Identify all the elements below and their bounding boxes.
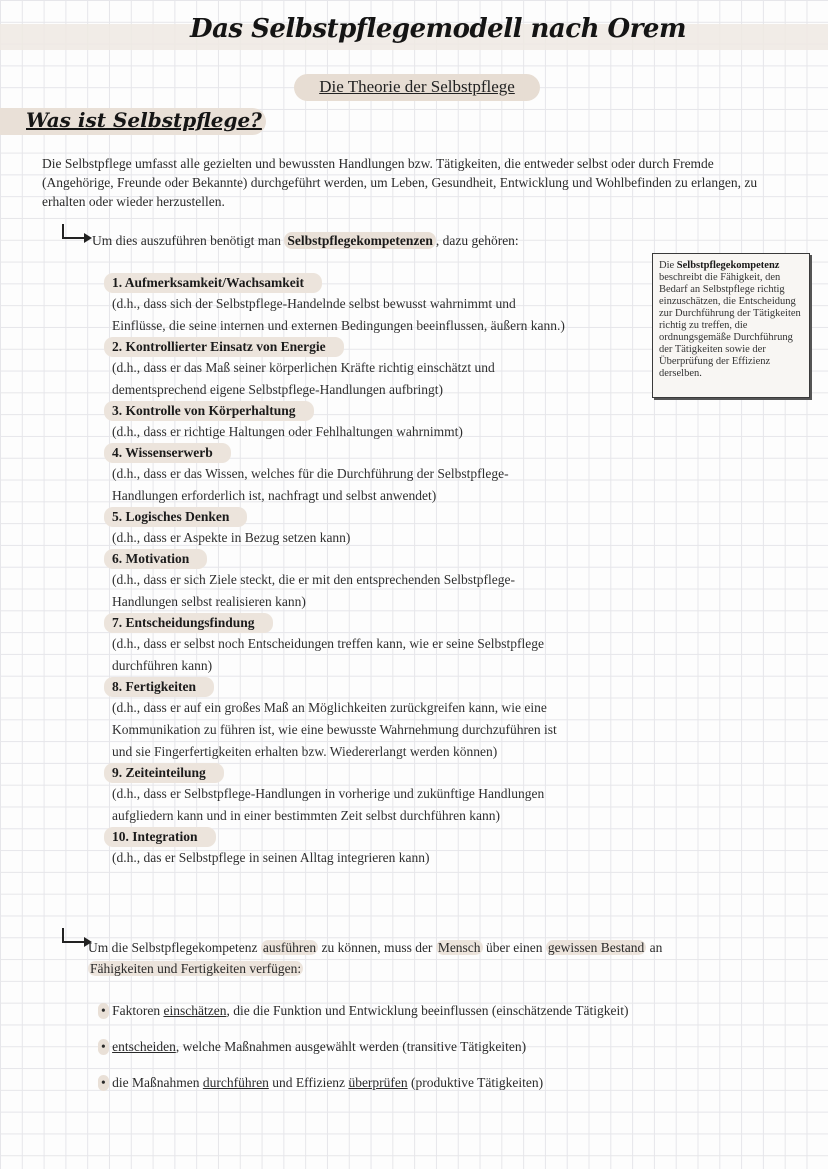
item-title: 5. Logisches Denken — [104, 507, 247, 527]
list-item — [112, 677, 652, 763]
abilities-lead — [88, 937, 748, 979]
bullet-text: Faktoren — [108, 1003, 164, 1018]
list-item — [112, 763, 652, 827]
bullet-keyword: einschätzen — [163, 1003, 227, 1018]
item-title: 3. Kontrolle von Körperhaltung — [104, 401, 314, 421]
item-description: (d.h., dass er sich Ziele steckt, die er mit den entsprechenden Selbstpflege- Handlungen selbst realisieren kann) — [112, 572, 515, 609]
activity-list — [98, 1003, 738, 1111]
bullet-icon: • — [98, 1039, 109, 1055]
intro-paragraph: Die Selbstpflege umfasst alle gezielten und bewussten Handlungen bzw. Tätigkeiten, die entweder selbst oder durch Fremde (Angehörige, Freunde oder Bekannte) durchgeführt werden, um Leben, Gesundheit, Entwicklung und Wohlbefinden zu erlangen, zu erhalten oder wieder herzustellen. — [42, 156, 758, 209]
list-item — [112, 337, 652, 401]
definition-text: beschreibt die Fähigkeit, den Bedarf an Selbstpflege richtig einzuschätzen, die Entscheidung zur Durchführung der Tätigkeiten richtig zu treffen, die ordnungsgemäße Durchführung der Tätigkeiten sowie der Überprüfung der Effizienz derselben. — [659, 272, 801, 379]
list-item — [112, 443, 652, 507]
abilities-text: zu können, muss der — [318, 940, 436, 955]
item-description: (d.h., dass er Aspekte in Bezug setzen kann) — [112, 530, 351, 545]
item-title: 2. Kontrollierter Einsatz von Energie — [104, 337, 344, 357]
bullet-text: , welche Maßnahmen ausgewählt werden (transitive Tätigkeiten) — [175, 1039, 527, 1054]
abilities-highlight: Mensch — [437, 940, 481, 955]
item-title: 1. Aufmerksamkeit/Wachsamkeit — [104, 273, 322, 293]
competency-list — [112, 273, 652, 869]
abilities-highlight: Fähigkeiten und Fertigkeiten verfügen: — [90, 961, 302, 976]
item-description: (d.h., dass er auf ein großes Maß an Möglichkeiten zurückgreifen kann, wie eine Kommunikation zu führen ist, wie eine bewusste Wahrnehmung durchzuführen ist und sie Fingerfertigkeiten erhalten bzw. Wiedererlangt werden können) — [112, 700, 557, 759]
list-item — [112, 613, 652, 677]
list-item — [98, 1039, 738, 1075]
section-heading: Was ist Selbstpflege? — [26, 108, 262, 132]
item-description: (d.h., dass sich der Selbstpflege-Handelnde selbst bewusst wahrnimmt und Einflüsse, die seine internen und externen Bedingungen beeinflussen, äußern kann.) — [112, 296, 565, 333]
arrow-right-icon — [62, 224, 92, 240]
bullet-keyword: durchführen — [202, 1075, 269, 1090]
bullet-text: (produktive Tätigkeiten) — [407, 1075, 544, 1090]
abilities-highlight: ausführen — [262, 940, 317, 955]
list-item — [112, 549, 652, 613]
bullet-text: , die die Funktion und Entwicklung beeinflussen (einschätzende Tätigkeit) — [226, 1003, 629, 1018]
definition-prefix: Die — [659, 260, 677, 271]
list-item — [112, 401, 652, 443]
list-item — [98, 1075, 738, 1111]
item-description: (d.h., dass er das Wissen, welches für die Durchführung der Selbstpflege- Handlungen erforderlich ist, nachfragt und selbst anwendet) — [112, 466, 509, 503]
item-description: (d.h., dass er Selbstpflege-Handlungen in vorherige und zukünftige Handlungen aufgliedern kann und in einer bestimmten Zeit selbst durchführen kann) — [112, 786, 545, 823]
item-description: (d.h., dass er das Maß seiner körperlichen Kräfte richtig einschätzt und dementsprechend eigene Selbstpflege-Handlungen aufbringt) — [112, 360, 495, 397]
abilities-highlight: gewissen Bestand — [547, 940, 645, 955]
list-item — [112, 273, 652, 337]
abilities-text: über einen — [482, 940, 546, 955]
bullet-text: die Maßnahmen — [108, 1075, 203, 1090]
bullet-icon: • — [98, 1003, 109, 1019]
abilities-text: Um die Selbstpflegekompetenz — [88, 940, 261, 955]
list-item — [98, 1003, 738, 1039]
competencies-lead — [92, 233, 519, 249]
bullet-keyword: überprüfen — [348, 1075, 408, 1090]
bullet-text: und Effizienz — [268, 1075, 349, 1090]
item-title: 4. Wissenserwerb — [104, 443, 231, 463]
lead-highlight: Selbstpflegekompetenzen — [284, 232, 436, 249]
item-title: 9. Zeiteinteilung — [104, 763, 224, 783]
item-description: (d.h., dass er richtige Haltungen oder Fehlhaltungen wahrnimmt) — [112, 424, 463, 439]
definition-box — [652, 253, 810, 398]
abilities-text: an — [646, 940, 663, 955]
item-title: 10. Integration — [104, 827, 216, 847]
item-title: 7. Entscheidungsfindung — [104, 613, 273, 633]
lead-text-end: , dazu gehören: — [435, 233, 519, 248]
page-subtitle: Die Theorie der Selbstpflege — [319, 77, 515, 96]
bullet-keyword: entscheiden — [112, 1039, 176, 1054]
bullet-icon: • — [98, 1075, 109, 1091]
item-title: 6. Motivation — [104, 549, 207, 569]
item-description: (d.h., dass er selbst noch Entscheidungen treffen kann, wie er seine Selbstpflege durchführen kann) — [112, 636, 544, 673]
page-title: Das Selbstpflegemodell nach Orem — [190, 14, 686, 44]
item-description: (d.h., das er Selbstpflege in seinen Alltag integrieren kann) — [112, 850, 430, 865]
item-title: 8. Fertigkeiten — [104, 677, 214, 697]
lead-text: Um dies auszuführen benötigt man — [92, 233, 285, 248]
list-item — [112, 507, 652, 549]
list-item — [112, 827, 652, 869]
definition-term: Selbstpflegekompetenz — [676, 260, 780, 271]
